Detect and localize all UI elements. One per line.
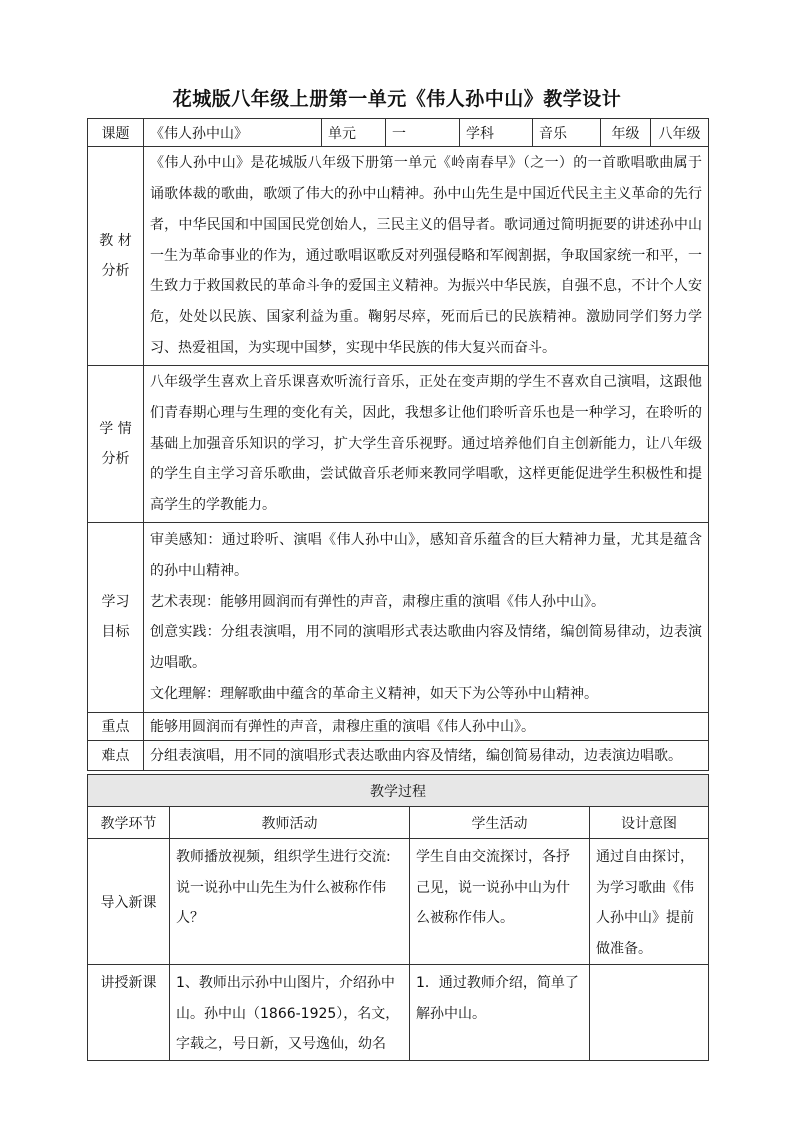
material-label-line-2: 分析: [101, 263, 130, 279]
key-row: [88, 712, 709, 740]
difficulty-text: 分组表演唱，用不同的演唱形式表达歌曲内容及情绪，编创简易律动，边表演边唱歌。: [144, 740, 709, 770]
student-analysis-row: [88, 366, 709, 523]
goals-list: [144, 522, 709, 712]
goals-row: [88, 522, 709, 712]
key-label: 重点: [88, 712, 144, 740]
stage-cell: 导入新课: [88, 839, 170, 965]
goals-label-line-1: 学习: [101, 594, 130, 611]
student-analysis-text: 八年级学生喜欢上音乐课喜欢听流行音乐，正处在变声期的学生不喜欢自己演唱，这跟他们青春期心理与生理的变化有关，因此，我想多让他们聆听音乐也是一种学习，在聆听的基础上加强音乐知识的学习，扩大学生音乐视野。通过培养他们自主创新能力，让八年级的学生自主学习音乐歌曲，尝试做音乐老师来教同学唱歌，这样更能促进学生积极性和提高学生的学教能力。: [144, 366, 709, 523]
goal-item: 创意实践：分组表演唱，用不同的演唱形式表达歌曲内容及情绪，编创简易律动，边表演边唱歌。: [150, 624, 702, 672]
design-intent-cell: [590, 965, 709, 1061]
process-heading-row: [88, 775, 709, 807]
goal-item: 艺术表现：能够用圆润而有弹性的声音，肃穆庄重的演唱《伟人孙中山》。: [150, 593, 605, 610]
stage-cell: 讲授新课: [88, 965, 170, 1061]
material-analysis-row: [88, 147, 709, 366]
info-row: [88, 119, 709, 147]
subject-label: 学科: [460, 119, 533, 147]
difficulty-label: 难点: [88, 740, 144, 770]
column-header: 教学环节: [88, 807, 170, 839]
goals-label: [88, 522, 144, 712]
topic-label: 课题: [88, 119, 144, 147]
grade-value: 八年级: [651, 119, 709, 147]
topic-value: 《伟人孙中山》: [144, 119, 322, 147]
student-label-line-2: 分析: [101, 450, 130, 467]
teacher-activity-cell: 1、教师出示孙中山图片，介绍孙中山。孙中山（1866-1925），名文，字载之，号日新，又号逸仙，幼名: [170, 965, 410, 1061]
process-table: [87, 774, 709, 1061]
material-label-line-1: 教 材: [99, 233, 132, 249]
column-header: 教师活动: [170, 807, 410, 839]
process-heading: 教学过程: [88, 775, 709, 807]
key-text: 能够用圆润而有弹性的声音，肃穆庄重的演唱《伟人孙中山》。: [144, 712, 709, 740]
student-analysis-label: [88, 366, 144, 523]
student-label-line-1: 学 情: [99, 420, 132, 437]
difficulty-row: [88, 740, 709, 770]
column-header: 学生活动: [410, 807, 590, 839]
unit-label: 单元: [322, 119, 386, 147]
subject-value: 音乐: [533, 119, 601, 147]
grade-label: 年级: [601, 119, 651, 147]
unit-value: 一: [386, 119, 460, 147]
process-header-row: [88, 807, 709, 839]
material-analysis-text: 《伟人孙中山》是花城版八年级下册第一单元《岭南春早》（之一）的一首歌唱歌曲属于诵歌体裁的歌曲，歌颂了伟大的孙中山精神。孙中山先生是中国近代民主主义革命的先行者，中华民国和中国国民党创始人，三民主义的倡导者。歌词通过简明扼要的讲述孙中山一生为革命事业的作为，通过歌唱讴歌反对列强侵略和军阀割据，争取国家统一和平，一生致力于救国救民的革命斗争的爱国主义精神。为振兴中华民族，自强不息，不计个人安危，处处以民族、国家利益为重。鞠躬尽瘁，死而后已的民族精神。激励同学们努力学习、热爱祖国，为实现中国梦，实现中华民族的伟大复兴而奋斗。: [144, 147, 709, 366]
goal-item: 文化理解：理解歌曲中蕴含的革命主义精神，如天下为公等孙中山精神。: [150, 686, 598, 703]
student-activity-cell: 学生自由交流探讨，各抒己见，说一说孙中山为什么被称作伟人。: [410, 839, 590, 965]
table-row: [88, 965, 709, 1061]
teacher-activity-cell: 教师播放视频，组织学生进行交流:说一说孙中山先生为什么被称作伟人？: [170, 839, 410, 965]
material-analysis-label: [88, 147, 144, 366]
design-intent-cell: 通过自由探讨，为学习歌曲《伟人孙中山》提前做准备。: [590, 839, 709, 965]
table-row: [88, 839, 709, 965]
column-header: 设计意图: [590, 807, 709, 839]
goals-label-line-2: 目标: [101, 624, 130, 641]
info-table: [87, 118, 709, 771]
goal-item: 审美感知：通过聆听、演唱《伟人孙中山》，感知音乐蕴含的巨大精神力量，尤其是蕴含的孙中山精神。: [150, 532, 702, 579]
student-activity-cell: 1．通过教师介绍，简单了解孙中山。: [410, 965, 590, 1061]
page-title: 花城版八年级上册第一单元《伟人孙中山》教学设计: [172, 88, 622, 110]
